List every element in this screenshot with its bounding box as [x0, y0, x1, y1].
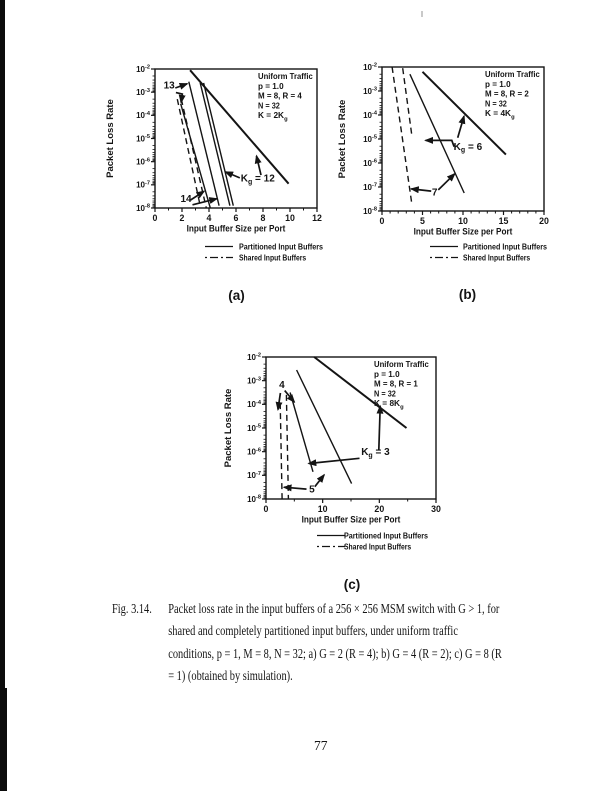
y-tick-label: $10^{-3}$ — [247, 376, 261, 386]
y-axis-title: Packet Loss Rate — [337, 99, 348, 179]
y-tick-label: $10^{-7}$ — [363, 182, 377, 192]
legend-label: Partitioned Input Buffers — [344, 531, 429, 541]
x-tick-label: 10 — [285, 213, 295, 223]
x-tick-label: 4 — [206, 213, 212, 223]
info-line: $K = 8K_g$ — [374, 398, 404, 411]
series-shared-1 — [280, 403, 282, 499]
y-tick-label: $10^{-7}$ — [247, 470, 261, 481]
figure-caption — [112, 598, 605, 687]
series-partitioned-pair2 — [204, 83, 234, 206]
annotation-arrow — [257, 156, 262, 175]
x-tick-label: 5 — [420, 216, 425, 226]
caption-line: conditions, p = 1, M = 8, N = 32; a) G = 2 (R = 4); b) G = 4 (R = 2); c) G = 8 (R — [168, 645, 502, 661]
annotation-label: 5 — [309, 484, 315, 496]
legend-label: Shared Input Buffers — [344, 542, 412, 552]
y-tick-label: $10^{-2}$ — [247, 352, 261, 362]
annotation-arrow — [175, 84, 187, 88]
info-line: M = 8, R = 2 — [485, 88, 530, 99]
annotation-label: $K_g = 6$ — [453, 141, 483, 155]
panel-letter-a: (a) — [228, 288, 245, 303]
x-tick-label: 12 — [312, 213, 322, 223]
legend-label: Shared Input Buffers — [463, 253, 531, 263]
x-tick-label: 20 — [539, 216, 549, 226]
annotation-label: $K_g = 12$ — [240, 173, 275, 186]
y-tick-label: $10^{-5}$ — [363, 134, 377, 144]
x-tick-label: 15 — [498, 216, 509, 226]
x-axis-title: Input Buffer Size per Port — [186, 223, 287, 235]
info-line: N = 32 — [258, 100, 281, 111]
series-partitioned-13b — [181, 104, 211, 208]
x-axis-title: Input Buffer Size per Port — [413, 226, 514, 238]
info-line: N = 32 — [485, 98, 508, 109]
annotation-arrow — [176, 93, 182, 103]
y-tick-label: $10^{-6}$ — [247, 447, 261, 457]
series-shared-2 — [286, 395, 288, 499]
annotation-arrow — [226, 172, 240, 178]
annotation-arrow — [411, 189, 431, 191]
x-tick-label: 0 — [379, 216, 385, 226]
annotation-arrow — [284, 487, 306, 489]
y-tick-label: $10^{-3}$ — [136, 87, 150, 97]
annotation-label: $K_g = 3$ — [361, 447, 390, 460]
info-line: N = 32 — [374, 388, 397, 399]
x-tick-label: 8 — [260, 213, 266, 223]
y-tick-label: $10^{-8}$ — [247, 494, 261, 504]
series-partitioned-steep — [290, 393, 313, 472]
y-tick-label: $10^{-8}$ — [136, 203, 150, 213]
y-tick-label: $10^{-3}$ — [363, 86, 377, 96]
x-tick-label: 2 — [179, 213, 185, 223]
y-tick-label: $10^{-8}$ — [363, 206, 377, 216]
info-line: Uniform Traffic — [258, 71, 314, 81]
x-tick-label: 20 — [374, 504, 385, 514]
x-tick-label: 30 — [431, 504, 441, 514]
x-tick-label: 0 — [152, 213, 158, 223]
annotation-label: 13 — [163, 80, 175, 92]
annotation-arrow — [315, 475, 324, 487]
page-number: 77 — [314, 738, 328, 753]
y-tick-label: $10^{-4}$ — [247, 399, 261, 410]
info-line: $K = 4K_g$ — [485, 108, 515, 121]
panel-a — [105, 65, 323, 303]
y-tick-label: $10^{-6}$ — [363, 158, 377, 168]
legend-label: Shared Input Buffers — [239, 253, 307, 263]
info-line: p = 1.0 — [374, 368, 400, 379]
panel-letter-b: (b) — [458, 287, 477, 302]
info-line: Uniform Traffic — [485, 69, 541, 79]
caption-line: shared and completely partitioned input buffers, under uniform traffic — [168, 623, 458, 639]
series-shared-1 — [392, 67, 412, 205]
caption-line: Packet loss rate in the input buffers of a 256 × 256 MSM switch with G > 1, for — [168, 601, 500, 616]
y-tick-label: $10^{-5}$ — [247, 423, 261, 433]
y-tick-label: $10^{-5}$ — [136, 134, 150, 144]
panel-c — [223, 353, 441, 592]
annotation-label: 4 — [279, 379, 285, 391]
annotation-arrow — [309, 458, 360, 463]
panel-letter-c: (c) — [343, 577, 361, 592]
caption-line: = 1) (obtained by simulation). — [168, 667, 293, 683]
x-tick-label: 6 — [233, 213, 239, 223]
series-shared-2 — [403, 68, 412, 136]
y-axis-title: Packet Loss Rate — [105, 99, 116, 178]
y-axis-title: Packet Loss Rate — [223, 388, 234, 468]
info-line: $K = 2K_g$ — [258, 110, 288, 123]
figure-caption-body — [168, 598, 502, 687]
info-line: p = 1.0 — [258, 80, 284, 91]
x-axis-title: Input Buffer Size per Port — [301, 514, 402, 526]
annotation-arrow — [458, 116, 464, 138]
panel-b — [337, 63, 549, 302]
series-partitioned-steep — [410, 74, 464, 193]
legend-label: Partitioned Input Buffers — [463, 242, 548, 252]
info-line: Uniform Traffic — [374, 359, 430, 369]
y-tick-label: $10^{-6}$ — [136, 157, 150, 167]
series-partitioned-mid — [297, 370, 352, 484]
y-tick-label: $10^{-2}$ — [363, 62, 377, 72]
y-tick-label: $10^{-4}$ — [136, 110, 150, 121]
annotation-label: 7 — [431, 187, 438, 199]
x-tick-label: 0 — [263, 504, 269, 514]
info-line: p = 1.0 — [485, 78, 511, 89]
annotation-label: 14 — [180, 194, 192, 206]
annotation-arrow — [379, 406, 380, 450]
legend-label: Partitioned Input Buffers — [239, 242, 324, 252]
info-line: M = 8, R = 4 — [258, 90, 303, 101]
annotation-arrow — [438, 174, 454, 190]
x-tick-label: 10 — [317, 504, 328, 514]
y-tick-label: $10^{-2}$ — [136, 64, 150, 74]
y-tick-label: $10^{-7}$ — [136, 180, 150, 190]
x-tick-label: 10 — [458, 216, 468, 226]
y-tick-label: $10^{-4}$ — [363, 110, 377, 120]
figure-caption-label: Fig. 3.14. — [112, 601, 152, 616]
info-line: M = 8, R = 1 — [374, 378, 419, 389]
